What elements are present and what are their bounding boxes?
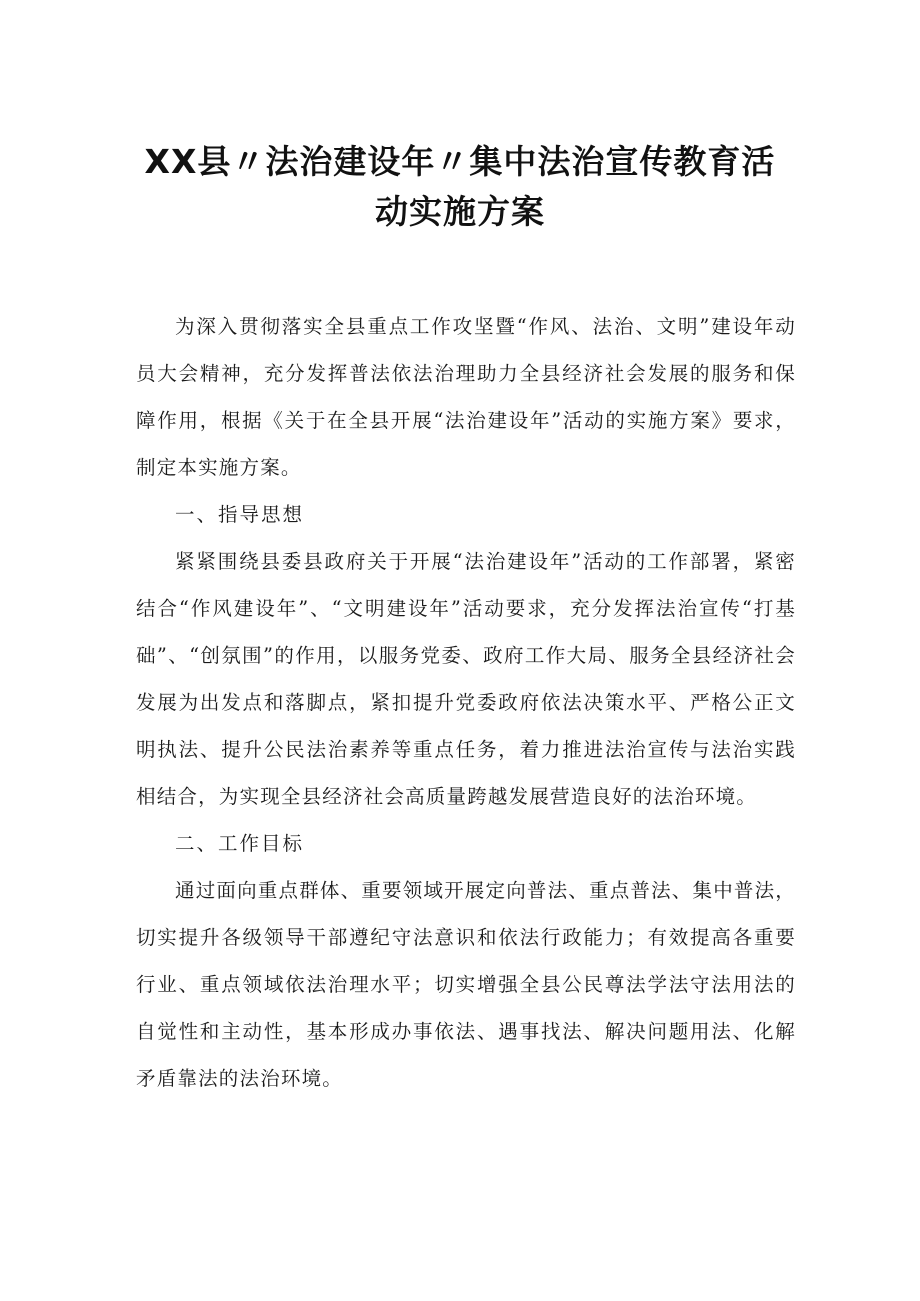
- section-heading-work-goals: 二、工作目标: [175, 832, 305, 855]
- document-title-line-2: 动实施方案: [375, 192, 545, 231]
- document-body: [136, 303, 796, 1102]
- work-goals-paragraph: 通过面向重点群体、重要领域开展定向普法、重点普法、集中普法，切实提升各级领导干部遵纪守法意识和依法行政能力；有效提高各重要行业、重点领域依法治理水平；切实增强全县公民尊法学法守法用法的自觉性和主动性，基本形成办事依法、遇事找法、解决问题用法、化解矛盾靠法的法治环境。: [136, 879, 797, 1090]
- guiding-ideology-paragraph: 紧紧围绕县委县政府关于开展“法治建设年”活动的工作部署，紧密结合“作风建设年”、“文明建设年”活动要求，充分发挥法治宣传“打基础”、“创氛围”的作用，以服务党委、政府工作大局、服务全县经济社会发展为出发点和落脚点，紧扣提升党委政府依法决策水平、严格公正文明执法、提升公民法治素养等重点任务，着力推进法治宣传与法治实践相结合，为实现全县经济社会高质量跨越发展营造良好的法治环境。: [136, 550, 796, 808]
- intro-paragraph: 为深入贯彻落实全县重点工作攻坚暨“作风、法治、文明”建设年动员大会精神，充分发挥普法依法治理助力全县经济社会发展的服务和保障作用，根据《关于在全县开展“法治建设年”活动的实施方案》要求，制定本实施方案。: [136, 315, 796, 479]
- section-heading-guiding-ideology: 一、指导思想: [175, 503, 305, 526]
- document-title-line-1: XX县〃法治建设年〃集中法治宣传教育活: [144, 142, 776, 181]
